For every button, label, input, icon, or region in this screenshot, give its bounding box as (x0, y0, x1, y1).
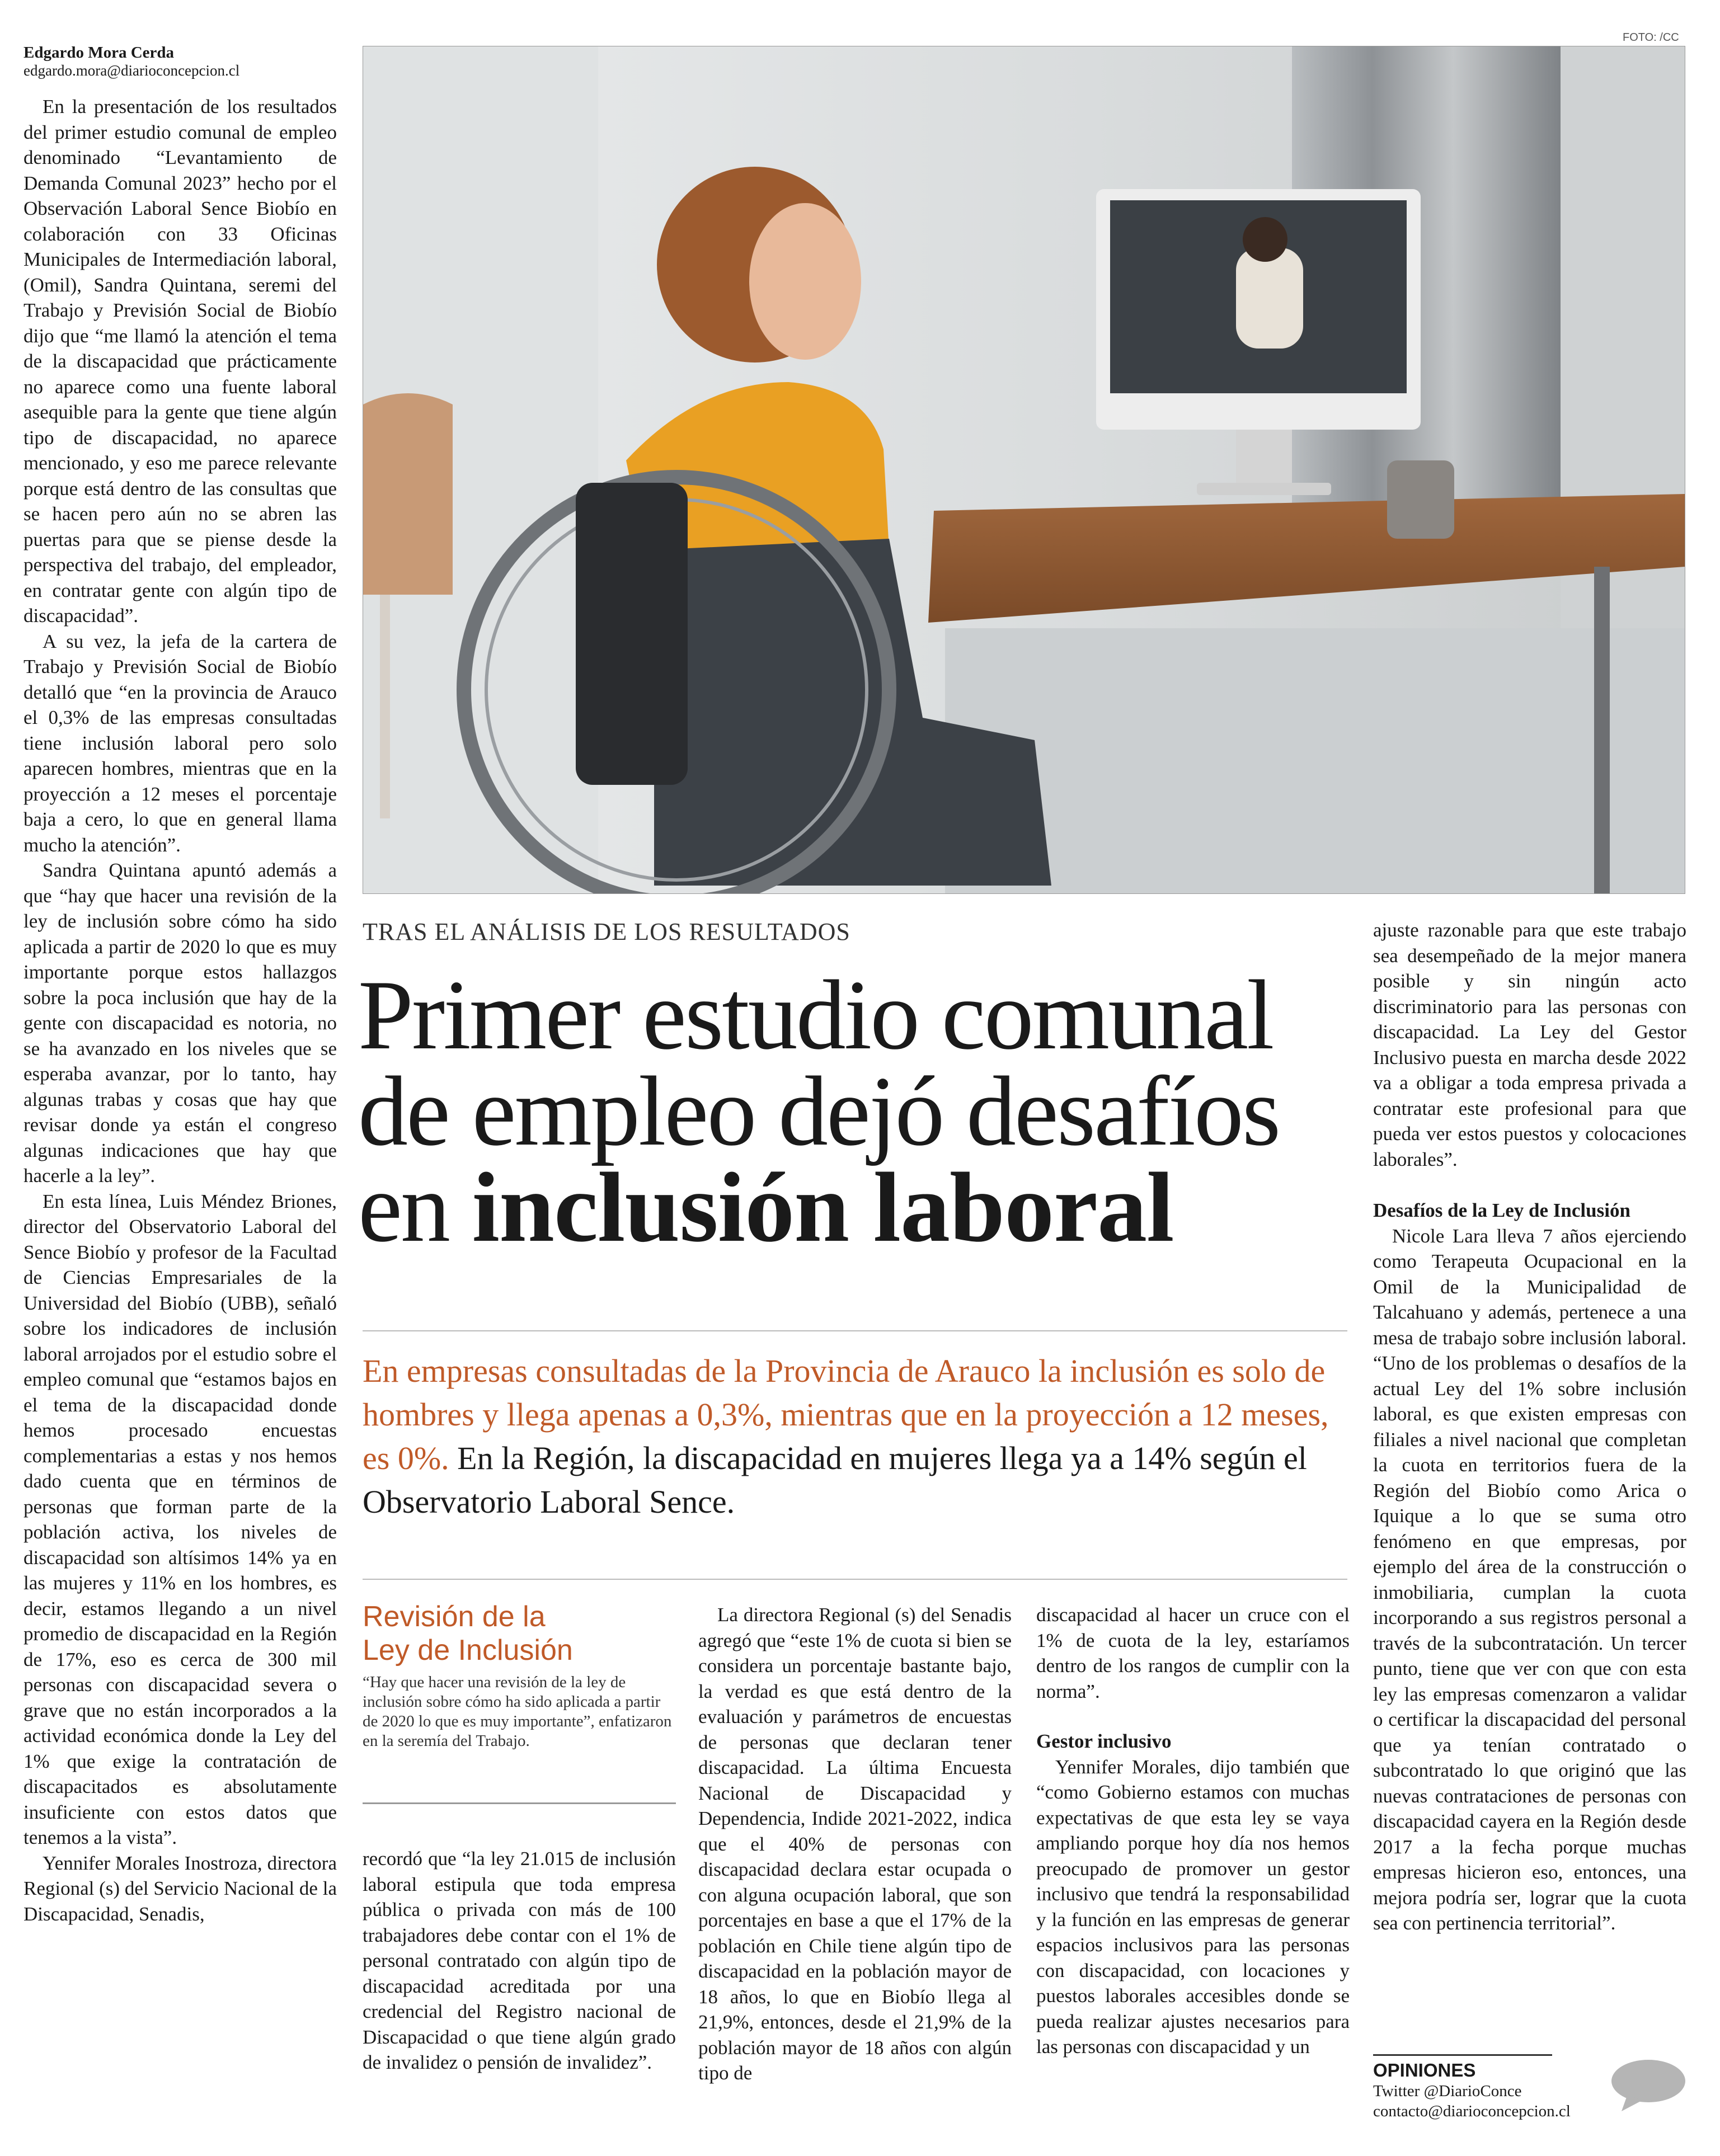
box-divider (363, 1802, 676, 1804)
paragraph: En esta línea, Luis Méndez Briones, director del Observatorio Laboral del Sence Biobío y profesor de la Facultad de Ciencias Empresariales de la Universidad del Biobío (UBB), señaló sobre los indicadores de inclusión laboral arrojados por el estudio sobre el empleo comunal que “estamos bajos en el tema de la discapacidad donde hemos procesado encuestas complementarias a estas y nos hemos dado cuenta que en términos de personas que forman parte de la población activa, los niveles de discapacidad son altísimos 14% ya en las mujeres y 11% en los hombres, es decir, estamos llegando a un nivel promedio de discapacidad en la Región de 17%, eso es cerca de 300 mil personas con discapacidad severa o grave que no están incorporados a la actividad económica donde la Ley del 1% que exige la contratación de discapacitados es absolutamente insuficiente con estos datos que tenemos a la vista”. (24, 1190, 337, 1848)
byline-email[interactable]: edgardo.mora@diarioconcepcion.cl (24, 62, 240, 79)
headline-emphasis: inclusión laboral (472, 1152, 1174, 1263)
lead-rest: En la Región, la discapacidad en mujeres llega ya a 14% según el Observatorio Laboral Sence. (363, 1440, 1307, 1520)
headline-line-1: Primer estudio comunal (358, 959, 1273, 1070)
byline (24, 44, 337, 79)
paragraph: En la presentación de los resultados del primer estudio comunal de empleo denominado “Levantamiento de Demanda Comunal 2023” hecho por el Observación Laboral Sence Biobío en colaboración con 33 Oficinas Municipales de Intermediación laboral, (Omil), Sandra Quintana, seremi del Trabajo y Previsión Social de Biobío dijo que “me llamó la atención el tema de la discapacidad que prácticamente no aparece como una fuente laboral asequible para la gente que tiene algún tipo de discapacidad, no aparece mencionado, y eso me parece relevante porque está dentro de las consultas que se hacen pero aún no se abren las puertas para que se piense desde la perspectiva del trabajo, del empleador, en contratar gente con algún tipo de discapacidad”. (24, 96, 337, 627)
subhead-desafios: Desafíos de la Ley de Inclusión (1373, 1199, 1630, 1221)
opinions-twitter[interactable]: Twitter @DiarioConce (1373, 2082, 1522, 2100)
headline (358, 959, 1365, 1263)
paragraph: Yennifer Morales Inostroza, directora Regional (s) del Servicio Nacional de la Discapacidad, Senadis, (24, 1852, 337, 1925)
article-column-5 (1373, 917, 1686, 1936)
article-photo (363, 46, 1685, 894)
paragraph: Yennifer Morales, dijo también que “como Gobierno estamos con muchas expectativas de que esta ley se vaya ampliando porque hoy día nos hemos preocupado de promover un gestor inclusivo que tendrá la responsabilidad y la función en las empresas de generar espacios inclusivos para las personas con discapacidad, con locaciones y puestos laborales accesibles donde se pueda realizar ajustes necesarios para las personas con discapacidad y un (1036, 1755, 1350, 2058)
byline-author: Edgardo Mora Cerda (24, 44, 175, 62)
paragraph: recordó que “la ley 21.015 de inclusión laboral estipula que toda empresa pública o privada con más de 100 trabajadores debe contar con el 1% de personal contratado con algún tipo de discapacidad acreditada por una credencial del Registro nacional de Discapacidad o que tiene algún grado de invalidez o pensión de invalidez”. (363, 1848, 676, 2073)
pull-quote-box (363, 1600, 676, 1751)
opinions-title: OPINIONES (1373, 2060, 1476, 2080)
article-column-1 (24, 94, 337, 1927)
paragraph: Nicole Lara lleva 7 años ejerciendo como Terapeuta Ocupacional en la Omil de la Municipalidad de Talcahuano y además, pertenece a una mesa de trabajo sobre inclusión laboral. “Uno de los problemas o desafíos de la actual Ley del 1% sobre inclusión laboral, es que existen empresas con filiales a nivel nacional que completan la cuota en territorios fuera de la Región del Biobío como Arica o Iquique a lo que se suma otro fenómeno en que empresas, por ejemplo del área de la construcción o inmobiliaria, cumplan la cuota incorporando a sus registros personal a través de la subcontratación. Un tercer punto, tiene que ver con que con esta ley las empresas comenzaron a validar o certificar la discapacidad del personal que ya tenían contratado o subcontratado lo que originó que las nuevas contrataciones de personas con discapacidad cayera en la Región desde 2017 a la fecha porque muchas empresas hicieron eso, entonces, una mejora podría ser, lograr que la cuota sea con pertinencia territorial”. (1373, 1225, 1686, 1934)
pull-quote-title-2: Ley de Inclusión (363, 1634, 573, 1667)
headline-line-3: en inclusión laboral (358, 1152, 1174, 1263)
headline-divider (363, 1330, 1347, 1331)
article-column-3 (698, 1602, 1012, 2086)
subhead-gestor-inclusivo: Gestor inclusivo (1036, 1730, 1172, 1752)
paragraph: discapacidad al hacer un cruce con el 1% de cuota de la ley, estaríamos dentro de los rangos de cumplir con la norma”. (1036, 1604, 1350, 1702)
kicker: TRAS EL ANÁLISIS DE LOS RESULTADOS (363, 918, 850, 945)
article-column-2 (363, 1846, 676, 2075)
lead-divider (363, 1579, 1347, 1580)
headline-line-2: de empleo dejó desafíos (358, 1056, 1280, 1166)
lead-highlight: En empresas consultadas de la Provincia de Arauco la inclusión es solo de hombres y llega apenas a 0,3%, mientras que en la proyección a 12 meses, es 0%. (363, 1353, 1329, 1476)
opinions-email[interactable]: contacto@diarioconcepcion.cl (1373, 2102, 1571, 2120)
pull-quote-text: “Hay que hacer una revisión de la ley de inclusión sobre cómo ha sido aplicada a partir de 2020 lo que es muy importante”, enfatizaron en la seremía del Trabajo. (363, 1673, 672, 1750)
opinions-divider (1373, 2054, 1552, 2056)
pull-quote-title-1: Revisión de la (363, 1600, 546, 1633)
article-column-4 (1036, 1602, 1350, 2060)
woman-in-wheelchair-at-computer-image (363, 46, 1685, 893)
paragraph: La directora Regional (s) del Senadis agregó que “este 1% de cuota si bien se considera un porcentaje bastante bajo, la verdad es que está dentro de la evaluación y parámetros de encuestas de personas que declaran tener discapacidad. La última Encuesta Nacional de Discapacidad y Dependencia, Indide 2021-2022, indica que el 40% de personas con discapacidad declara estar ocupada o con alguna ocupación laboral, que son porcentajes en base a que el 17% de la población en Chile tiene algún tipo de discapacidad en la población mayor de 18 años, lo que en Biobío llega al 21,9%, entonces, desde el 21,9% de la población mayor de 18 años con algún tipo de (698, 1604, 1012, 2084)
opinions-block (1373, 2060, 1642, 2121)
photo-credit: FOTO: /CC (1623, 31, 1679, 44)
paragraph: Sandra Quintana apuntó además a que “hay que hacer una revisión de la ley de inclusión sobre cómo ha sido aplicada a partir de 2020 lo que es muy importante porque estos hallazgos sobre la poca inclusión que hay de la gente con discapacidad es notoria, no se ha avanzado en los niveles que se esperaba avanzar, por lo tanto, hay algunas trabas y cosas que hay que revisar donde ya están el congreso algunas indicaciones que hay que hacerle a la ley”. (24, 859, 337, 1187)
paragraph: A su vez, la jefa de la cartera de Trabajo y Previsión Social de Biobío detalló que “en la provincia de Arauco el 0,3% de las empresas consultadas tiene inclusión laboral pero solo aparecen hombres, mientras que en la proyección a 12 meses el porcentaje baja a cero, lo que en general llama mucho la atención”. (24, 630, 337, 856)
paragraph: ajuste razonable para que este trabajo sea desempeñado de la mejor manera posible y sin ningún acto discriminatorio para las personas con discapacidad. La Ley del Gestor Inclusivo puesta en marcha desde 2022 va a obligar a toda empresa privada a contratar este profesional para que pueda ver estos puestos y colocaciones laborales”. (1373, 919, 1686, 1170)
lead-paragraph (363, 1349, 1347, 1524)
speech-bubble-icon (1610, 2059, 1686, 2115)
